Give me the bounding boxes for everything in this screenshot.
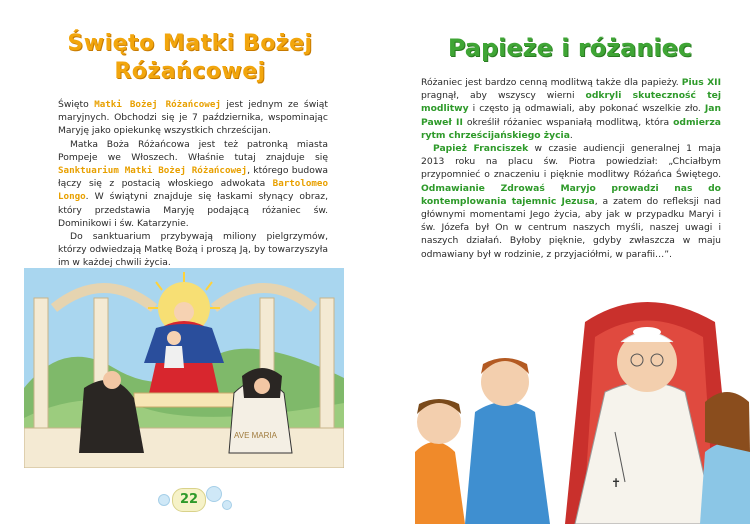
highlighted-term: odmierza rytm chrześcijańskiego życia [421, 116, 721, 141]
text-run: w czasie audiencji generalnej 1 maja 2013 roku na placu św. Piotra powiedział: „Chciałbym przypomnieć o znaczeniu i pięknie modlitwy Różańca Świętego. [421, 143, 721, 181]
right-page-title: Papieże i różaniec [447, 34, 693, 62]
highlighted-term: Bartolomeo Longo [58, 178, 328, 203]
text-run: , którego budowa łączy się z postacią włoskiego adwokata [58, 165, 328, 190]
highlighted-term: Pius XII [681, 77, 722, 88]
ave-maria-inscription: AVE MARIA [234, 431, 277, 440]
highlighted-term: Jan Paweł II [421, 103, 721, 128]
left-paragraph-1 [58, 98, 328, 138]
highlighted-term: Sanktuarium Matki Bożej Różańcowej [58, 165, 248, 177]
bubble-decoration [222, 500, 232, 510]
left-paragraph-3 [58, 230, 328, 270]
highlighted-term: odkryli skuteczność tej modlitwy [421, 90, 721, 115]
text-run: określił różaniec wspaniałą modlitwą, która [462, 116, 674, 128]
page-number: 22 [172, 488, 206, 512]
bubble-decoration [206, 486, 222, 502]
right-paragraph-1 [421, 76, 721, 142]
highlighted-term: Odmawianie Zdrowaś Maryjo prowadzi nas do kontemplowania tajemnic Jezusa [421, 182, 721, 207]
left-page-title: Święto Matki Bożej Różańcowej [67, 31, 313, 84]
bubble-decoration [158, 494, 170, 506]
text-run: . W świątyni znajduje się łaskami słynący obraz, który przedstawia Maryję podającą różaniec św. Dominikowi i św. Katarzynie. [58, 191, 328, 229]
svg-text:✝: ✝ [611, 476, 622, 490]
text-run: Różaniec jest bardzo cenną modlitwą także dla papieży. [421, 77, 682, 88]
text-run: i często ją odmawiali, aby pokonać wszelkie zło. [468, 103, 705, 115]
pope-children-illustration [415, 282, 750, 524]
highlighted-term: Matki Bożej Różańcowej [94, 99, 221, 110]
text-run: , a zatem do refleksji nad głównymi momentami Jego życia, aby jak w przypadku Maryi i św. Józefa był On w centrum naszych myśli, naszej uwagi i naszych działań. Byłoby pięknie, gdyby zwłaszcza w maju odmawiany był w rodzinie, z przyjaciółmi, w parafii…”. [421, 195, 721, 260]
left-paragraph-2 [58, 138, 328, 230]
rosary-madonna-illustration [24, 268, 344, 468]
left-body-text [58, 98, 328, 270]
text-run: Matka Boża Różańcowa jest też patronką miasta Pompeje we Włoszech. Właśnie tutaj znajduje się [58, 138, 328, 163]
right-page [375, 0, 750, 524]
highlighted-term: Papież Franciszek [433, 143, 529, 155]
right-body-text [421, 76, 721, 261]
text-run: Święto [58, 99, 95, 110]
text-run: . [569, 129, 573, 141]
text-run: Do sanktuarium przybywają miliony pielgrzymów, którzy odwiedzają Matkę Bożą i proszą Ją, by towarzyszyła im w każdej chwili życia. [58, 231, 328, 269]
text-run: pragnął, aby wszyscy wierni [421, 90, 586, 102]
right-paragraph-2 [421, 142, 721, 261]
text-run: jest jednym ze świąt maryjnych. Obchodzi się je 7 października, wspominając Maryję jako opiekunkę wszystkich chrześcijan. [58, 99, 328, 137]
